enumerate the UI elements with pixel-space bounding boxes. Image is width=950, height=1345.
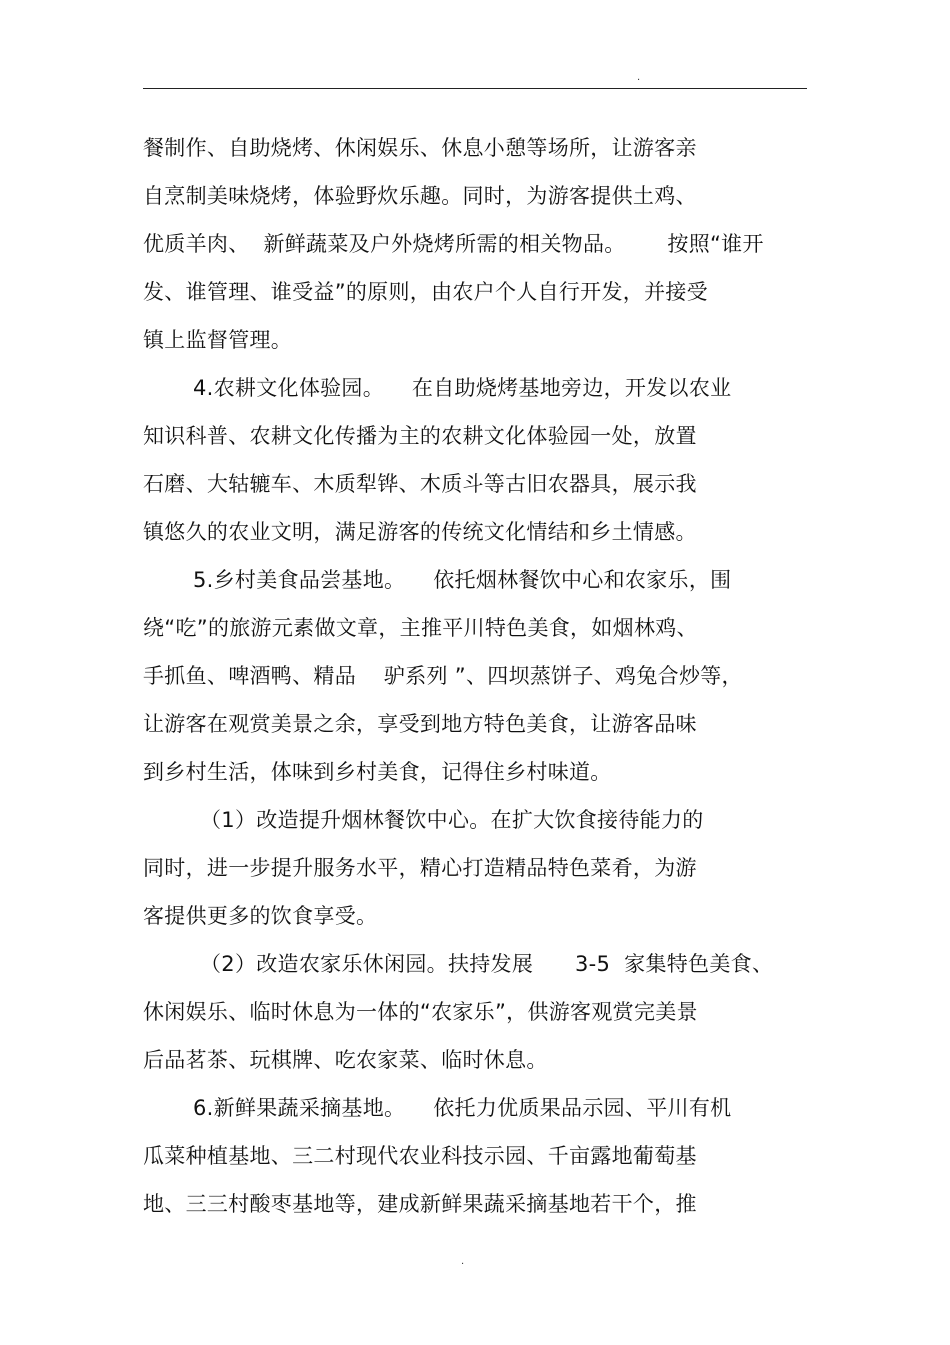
text-line: 知识科普、农耕文化传播为主的农耕文化体验园一处，放置 [143,424,697,448]
text-line: 后品茗茶、玩棋牌、吃农家菜、临时休息。 [143,1048,548,1072]
text-line: 地、三三村酸枣基地等，建成新鲜果蔬采摘基地若干个，推 [143,1192,697,1216]
text-line: 优质羊肉、 新鲜蔬菜及户外烧烤所需的相关物品。 按照“谁开 [143,232,764,256]
footer-marker: . [461,1256,465,1267]
text-line: 同时，进一步提升服务水平，精心打造精品特色菜肴，为游 [143,856,697,880]
text-line: 瓜菜种植基地、三二村现代农业科技示园、千亩露地葡萄基 [143,1144,697,1168]
text-line: 休闲娱乐、临时休息为一体的“农家乐”，供游客观赏完美景 [143,1000,698,1024]
header-marker: . [637,72,641,83]
text-line: 石磨、大轱辘车、木质犁铧、木质斗等古旧农器具，展示我 [143,472,697,496]
text-line: （1）改造提升烟林餐饮中心。在扩大饮食接待能力的 [200,808,704,832]
text-line: 客提供更多的饮食享受。 [143,904,378,928]
text-line: 镇上监督管理。 [143,328,293,352]
text-line: 绕“吃”的旅游元素做文章，主推平川特色美食，如烟林鸡、 [143,616,698,640]
header-rule [143,88,807,89]
text-line: 餐制作、自助烧烤、休闲娱乐、休息小憩等场所，让游客亲 [143,136,697,160]
text-line: 到乡村生活，体味到乡村美食，记得住乡村味道。 [143,760,612,784]
text-line: 自烹制美味烧烤，体验野炊乐趣。同时，为游客提供土鸡、 [143,184,697,208]
text-line: 镇悠久的农业文明，满足游客的传统文化情结和乡土情感。 [143,520,697,544]
text-line: 6.新鲜果蔬采摘基地。 依托力优质果品示园、平川有机 [193,1096,732,1120]
text-line: 手抓鱼、啤酒鸭、精品 驴系列 ”、四坝蒸饼子、鸡兔合炒等， [143,664,743,688]
text-line: 发、谁管理、谁受益”的原则，由农户个人自行开发，并接受 [143,280,708,304]
text-line: 让游客在观赏美景之余，享受到地方特色美食，让游客品味 [143,712,697,736]
text-line: 4.农耕文化体验园。 在自助烧烤基地旁边，开发以农业 [193,376,732,400]
text-line: 5.乡村美食品尝基地。 依托烟林餐饮中心和农家乐，围 [193,568,732,592]
text-line: （2）改造农家乐休闲园。扶持发展 3-5 家集特色美食、 [200,952,774,976]
